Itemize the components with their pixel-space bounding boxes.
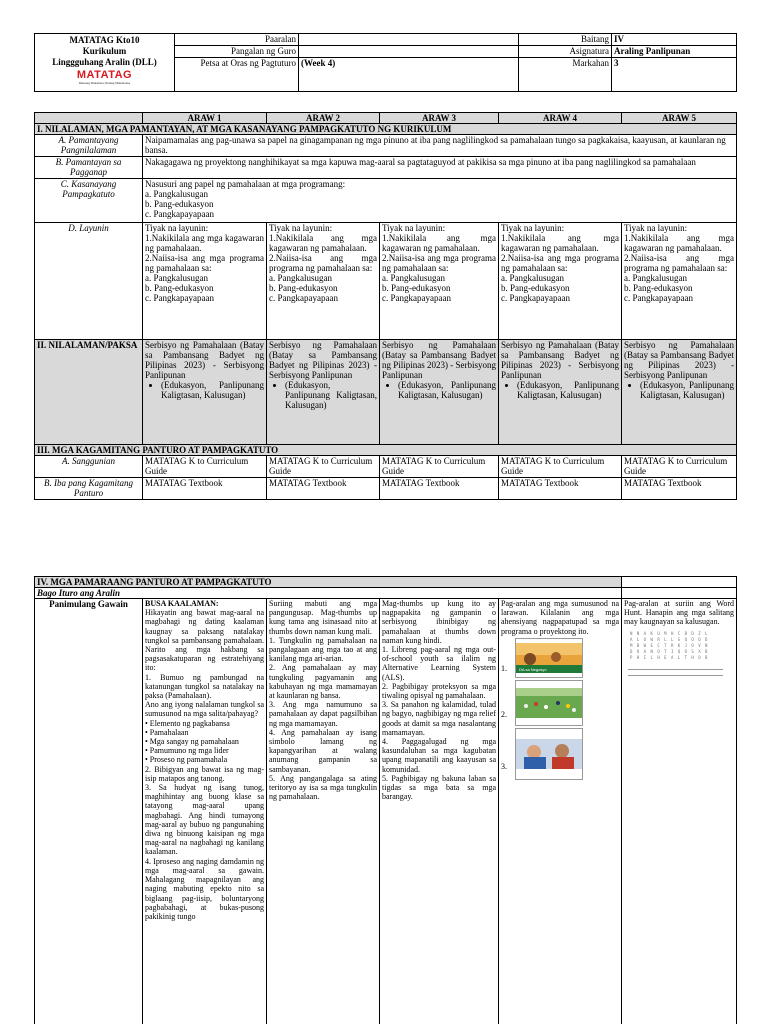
layunin-line: Tiyak na layunin: <box>382 223 446 233</box>
agency-photo-1-image <box>515 638 583 678</box>
paksa-bullet: • (Edukasyon, Panlipunang Kaligtasan, Kalusugan) <box>517 380 619 400</box>
agency-photo-3-image <box>515 728 583 780</box>
paksa-text: Serbisyo ng Pamahalaan (Batay sa Pambansang Badyet ng Pilipinas 2023) - Serbisyong Panlipunan <box>624 340 734 380</box>
layunin-line: 2.Naiisa-isa ang mga programa ng pamahalaan sa: <box>501 253 619 273</box>
kasanayan-line: b. Pang-edukasyon <box>145 199 214 209</box>
nilalaman-paksa-label: II. NILALAMAN/PAKSA <box>35 340 143 445</box>
word-hunt-row: A L O W R L L S Q O Q D <box>630 636 709 642</box>
agency-photo-1 <box>501 638 619 678</box>
procedure-table-block <box>34 576 737 1024</box>
paksa-text: Serbisyo ng Pamahalaan (Batay sa Pambansang Badyet ng Pilipinas 2023) - Serbisyong Panlipunan <box>501 340 619 380</box>
paksa-text: Serbisyo ng Pamahalaan (Batay sa Pambansang Badyet ng Pilipinas 2023) - Serbisyong Panlipunan <box>382 340 496 380</box>
paksa-day2 <box>267 340 380 445</box>
gawain-step: Ano ang iyong nalalaman tungkol sa sumusunod na mga salita/pahayag? <box>145 700 264 719</box>
gawain-step: • Elemento ng pagkabansa <box>145 718 230 728</box>
layunin-line: a. Pangkalusugan <box>269 273 332 283</box>
guro-label: Pangalan ng Guro <box>175 46 299 58</box>
layunin-line: c. Pangkapayapaan <box>269 293 338 303</box>
day-header-1: ARAW 1 <box>143 113 267 124</box>
gawain-item: 4. Ang pamahalaan ay isang simbolo lamang ng kapangyarihan at walang anumang gampanin sa sambayanan. <box>269 727 377 774</box>
gawain-item: 3. Sa panahon ng kalamidad, tulad ng bagyo, nagbibigay ng mga relief goods at damit sa mga nasalantang mamamayan. <box>382 700 496 737</box>
gawain-step: 4. Iproseso ang naging damdamin ng mga mag-aaral sa gawain. Mahalagang mapagnilayan ang naging mabuting epekto nito sa biglaang pag-iisip, boluntaryong pagbabahagi, at bukas-pusong pakikinig tungo <box>145 856 264 921</box>
photo-caption: DA sa Negosyo <box>519 666 547 672</box>
asignatura-value[interactable]: Araling Panlipunan <box>612 46 737 58</box>
layunin-line: a. Pangkalusugan <box>145 273 208 283</box>
kasanayang-pampagkatuto-label: C. Kasanayang Pampagkatuto <box>35 179 143 223</box>
section3-title: III. MGA KAGAMITANG PANTURO AT PAMPAGKATUTO <box>35 445 737 456</box>
photo-number: 3. <box>501 761 507 771</box>
layunin-line: Tiyak na layunin: <box>269 223 333 233</box>
gawain-step: 3. Sa hudyat ng isang tunog, maghihintay ang buong klase sa tatayong mag-aaral upang magbahagi. Ang hindi tumayong mag-aaral ay bubuo ng pangunahing diwa ng binuong kaisipan ng mga mag-aaral na nagbahagi ng kanilang kaalaman. <box>145 783 264 857</box>
gawain-step: • Pamumuno ng mga lider <box>145 746 229 756</box>
kagamitang-day2: MATATAG Textbook <box>267 478 380 500</box>
gawain-item: 2. Ang pamahalaan ay may tungkuling pagyamanin ang kabuhayan ng mga mamamayan at kaunlaran ng bansa. <box>269 663 377 701</box>
curriculum-title-line3: Linggguhang Aralin (DLL) <box>52 57 157 67</box>
day-header-5: ARAW 5 <box>622 113 737 124</box>
layunin-line: Tiyak na layunin: <box>501 223 565 233</box>
word-hunt-answer-lines <box>628 664 734 676</box>
pamantayang-pangnilalaman-label: A. Pamantayang Pangnilalaman <box>35 135 143 157</box>
layunin-line: 1.Nakikilala ang mga kagawaran ng pamahalaan. <box>501 233 619 253</box>
curriculum-title-line1: MATATAG Kto10 <box>69 35 140 45</box>
pamantayan-sa-pagganap-label: B. Pamantayan sa Pagganap <box>35 157 143 179</box>
layunin-line: b. Pang-edukasyon <box>382 283 451 293</box>
layunin-line: c. Pangkapayapaan <box>501 293 570 303</box>
busa-kaalaman-title: BUSA KAALAMAN: <box>145 599 219 608</box>
gawain-step: • Mga sangay ng pamahalaan <box>145 737 239 747</box>
sanggunian-day5: MATATAG K to Curriculum Guide <box>622 456 737 478</box>
gawain-day2 <box>267 599 380 1024</box>
paksa-day1 <box>143 340 267 445</box>
pamantayang-pangnilalaman-text: Naipamamalas ang pag-unawa sa papel na ginagampanan ng mga pinuno at iba pang naglilingkod sa pamahalaan tungo sa pagkakaisa, kaayusan, at kaunlaran ng bansa. <box>143 135 737 157</box>
kagamitang-day5: MATATAG Textbook <box>622 478 737 500</box>
paksa-text: Serbisyo ng Pamahalaan (Batay sa Pambansang Badyet ng Pilipinas 2023) - Serbisyong Panlipunan <box>269 340 377 380</box>
layunin-label: D. Layunin <box>35 223 143 340</box>
section4-title: IV. MGA PAMARAANG PANTURO AT PAMPAGKATUTO <box>35 577 622 588</box>
paksa-bullet: • (Edukasyon, Panlipunang Kaligtasan, Kalusugan) <box>640 380 734 400</box>
layunin-line: a. Pangkalusugan <box>501 273 564 283</box>
layunin-day5 <box>622 223 737 340</box>
layunin-line: c. Pangkapayapaan <box>382 293 451 303</box>
sanggunian-label: A. Sanggunian <box>35 456 143 478</box>
section1-title: I. NILALAMAN, MGA PAMANTAYAN, AT MGA KASANAYANG PAMPAGKATUTO NG KURIKULUM <box>35 124 737 135</box>
kagamitang-day4: MATATAG Textbook <box>499 478 622 500</box>
gawain-intro: Pag-aralan ang mga sumusunod na larawan. Kilalanin ang mga ahensiyang nagpapatupad sa mga programa o proyektong ito. <box>501 599 620 636</box>
gawain-item: 5. Ang pangangalaga sa ating teritoryo ay isa sa mga tungkulin ng pamahalaan. <box>269 773 377 802</box>
paksa-day4 <box>499 340 622 445</box>
layunin-line: 1.Nakikilala ang mga kagawaran ng pamahalaan. <box>382 233 496 253</box>
kagamitang-day1: MATATAG Textbook <box>143 478 267 500</box>
paksa-day5 <box>622 340 737 445</box>
gawain-intro: Suriing mabuti ang mga pangungusap. Mag-thumbs up kung tama ang isinasaad nito at thumbs down naman kung mali. <box>269 599 377 636</box>
sanggunian-day1: MATATAG K to Curriculum Guide <box>143 456 267 478</box>
baitang-label: Baitang <box>519 34 612 46</box>
gawain-item: 1. Tungkulin ng pamahalaan na pangalagaan ang mga tao at ang kanilang mga ari-arian. <box>269 635 377 664</box>
matatag-logo: MATATAG <box>76 69 133 81</box>
kagamitang-day3: MATATAG Textbook <box>380 478 499 500</box>
word-hunt-grid <box>630 631 734 661</box>
layunin-day2 <box>267 223 380 340</box>
layunin-line: 2.Naiisa-isa ang mga programa ng pamahalaan sa: <box>145 253 264 273</box>
gawain-day5 <box>622 599 737 1024</box>
gawain-intro: Mag-thumbs up kung ito ay nagpapakita ng gampanin o serbisyong ibinibigay ng pamahalaan at thumbs down naman kung hindi. <box>382 599 496 645</box>
gawain-day1 <box>143 599 267 1024</box>
gawain-step: 1. Bumuo ng pambungad na katanungan tungkol sa natalakay na paksa (Pamahalaan). <box>145 672 264 701</box>
layunin-day4 <box>499 223 622 340</box>
markahan-value[interactable]: 3 <box>612 58 737 92</box>
layunin-line: 2.Naiisa-isa ang mga programa ng pamahalaan sa: <box>269 253 377 273</box>
layunin-line: c. Pangkapayapaan <box>624 293 693 303</box>
sanggunian-day3: MATATAG K to Curriculum Guide <box>380 456 499 478</box>
layunin-line: 2.Naiisa-isa ang mga programa ng pamahalaan sa: <box>624 253 734 273</box>
main-table-block <box>34 112 737 500</box>
markahan-label: Markahan <box>519 58 612 92</box>
kasanayan-line: c. Pangkapayapaan <box>145 209 214 219</box>
petsa-value[interactable]: (Week 4) <box>299 58 519 92</box>
day-header-4: ARAW 4 <box>499 113 622 124</box>
curriculum-title-line2: Kurikulum <box>82 46 127 56</box>
kasanayan-line: a. Pangkalusugan <box>145 189 208 199</box>
agency-photo-2 <box>501 680 619 726</box>
kasanayan-line: Nasusuri ang papel ng pamahalaan at mga programang: <box>145 179 346 189</box>
word-hunt-row: N N A K U M H C B D Z L <box>630 630 709 636</box>
paksa-text: Serbisyo ng Pamahalaan (Batay sa Pambansang Badyet ng Pilipinas 2023) - Serbisyong Panlipunan <box>145 340 264 380</box>
paksa-bullet: • (Edukasyon, Panlipunang Kaligtasan, Kalusugan) <box>398 380 496 400</box>
layunin-day3 <box>380 223 499 340</box>
paksa-day3 <box>380 340 499 445</box>
layunin-day1 <box>143 223 267 340</box>
layunin-line: Tiyak na layunin: <box>145 223 209 233</box>
panimulang-gawain-label: Panimulang Gawain <box>35 599 143 1024</box>
paaralan-label: Paaralan <box>175 34 299 46</box>
layunin-line: b. Pang-edukasyon <box>145 283 214 293</box>
gawain-item: 4. Paggagalugad ng mga kasundaluhan sa mga kagubatan upang mapanatili ang kaayusan sa komunidad. <box>382 737 496 774</box>
word-hunt-row: D O A N O T I Q O S X B <box>630 648 709 654</box>
layunin-line: a. Pangkalusugan <box>624 273 687 283</box>
procedure-table <box>34 576 737 1024</box>
lesson-plan-table <box>34 112 737 500</box>
sanggunian-day2: MATATAG K to Curriculum Guide <box>267 456 380 478</box>
agency-photo-2-image <box>515 680 583 726</box>
layunin-line: 2.Naiisa-isa ang mga programa ng pamahalaan sa: <box>382 253 496 273</box>
section4-title-blank <box>622 577 737 588</box>
gawain-day3 <box>380 599 499 1024</box>
gawain-intro: Hikayatin ang bawat mag-aaral na magbahagi ng dating kaalaman kaugnay sa paksang natalakay tungkol sa pambansang pamahalaan. Narito ang mga hakbang sa pagsasakatuparan ng estratehiyang ito: <box>145 608 264 673</box>
blank-corner-cell <box>35 113 143 124</box>
gawain-item: 2. Pagbibigay proteksyon sa mga tiwaling opisyal ng pamahalaan. <box>382 681 496 701</box>
curriculum-title-cell <box>35 34 175 92</box>
agency-photo-3 <box>501 728 619 780</box>
petsa-label: Petsa at Oras ng Pagtuturo <box>175 58 299 92</box>
kasanayang-pampagkatuto-text <box>143 179 737 223</box>
baitang-value[interactable]: IV <box>612 34 737 46</box>
layunin-line: b. Pang-edukasyon <box>624 283 693 293</box>
layunin-line: 1.Nakikilala ang mga kagawaran ng pamahalaan. <box>145 233 264 253</box>
gawain-step: • Proseso ng pamamahala <box>145 755 228 765</box>
sanggunian-day4: MATATAG K to Curriculum Guide <box>499 456 622 478</box>
layunin-line: c. Pangkapayapaan <box>145 293 214 303</box>
word-hunt-row: M B W E C T R K J O V N <box>630 642 709 648</box>
layunin-line: 1.Nakikilala ang mga kagawaran ng pamahalaan. <box>269 233 377 253</box>
layunin-line: b. Pang-edukasyon <box>501 283 570 293</box>
paksa-bullet: • (Edukasyon, Panlipunang Kaligtasan, Kalusugan) <box>161 380 264 400</box>
paaralan-value[interactable] <box>299 34 519 46</box>
header-block <box>34 33 737 92</box>
photo-number: 1. <box>501 663 507 673</box>
day-header-3: ARAW 3 <box>380 113 499 124</box>
subtitle-blank <box>622 588 737 599</box>
layunin-line: a. Pangkalusugan <box>382 273 445 283</box>
pamantayan-sa-pagganap-text: Nakagagawa ng proyektong nanghihikayat sa mga kapuwa mag-aaral sa pagtataguyod at pakikisa sa mga pinuno at iba pang naglilingkod sa pamahalaan <box>143 157 737 179</box>
word-hunt-row: P H I L H E A L T H O B <box>630 654 709 660</box>
guro-value[interactable] <box>299 46 519 58</box>
matatag-logo-tagline: Bansang Makabata, Batang Makabansa <box>78 81 131 85</box>
gawain-intro: Pag-aralan at suriin ang Word Hunt. Hanapin ang mga salitang may kaugnayan sa kalusugan. <box>624 599 735 627</box>
gawain-item: 3. Ang mga namumuno sa pamahalaan ay dapat pagsilbihan ng mga mamamayan. <box>269 700 377 728</box>
bago-ituro-subtitle: Bago Ituro ang Aralin <box>35 588 622 599</box>
asignatura-label: Asignatura <box>519 46 612 58</box>
layunin-line: b. Pang-edukasyon <box>269 283 338 293</box>
gawain-step: • Pamahalaan <box>145 727 189 737</box>
gawain-item: 1. Libreng pag-aaral ng mga out-of-school youth sa ilalim ng Alternative Learning System (ALS). <box>382 645 496 682</box>
layunin-line: Tiyak na layunin: <box>624 223 688 233</box>
gawain-day4 <box>499 599 622 1024</box>
day-header-2: ARAW 2 <box>267 113 380 124</box>
layunin-line: 1.Nakikilala ang mga kagawaran ng pamahalaan. <box>624 233 734 253</box>
photo-number: 2. <box>501 709 507 719</box>
paksa-bullet: • (Edukasyon, Panlipunang Kaligtasan, Kalusugan) <box>285 380 377 410</box>
gawain-step: 2. Bibigyan ang bawat isa ng mag-isip matapos ang tanong. <box>145 764 264 783</box>
kagamitang-panturo-label: B. Iba pang Kagamitang Panturo <box>35 478 143 500</box>
gawain-item: 5. Pagbibigay ng bakuna laban sa tigdas sa mga bata sa mga barangay. <box>382 773 496 802</box>
